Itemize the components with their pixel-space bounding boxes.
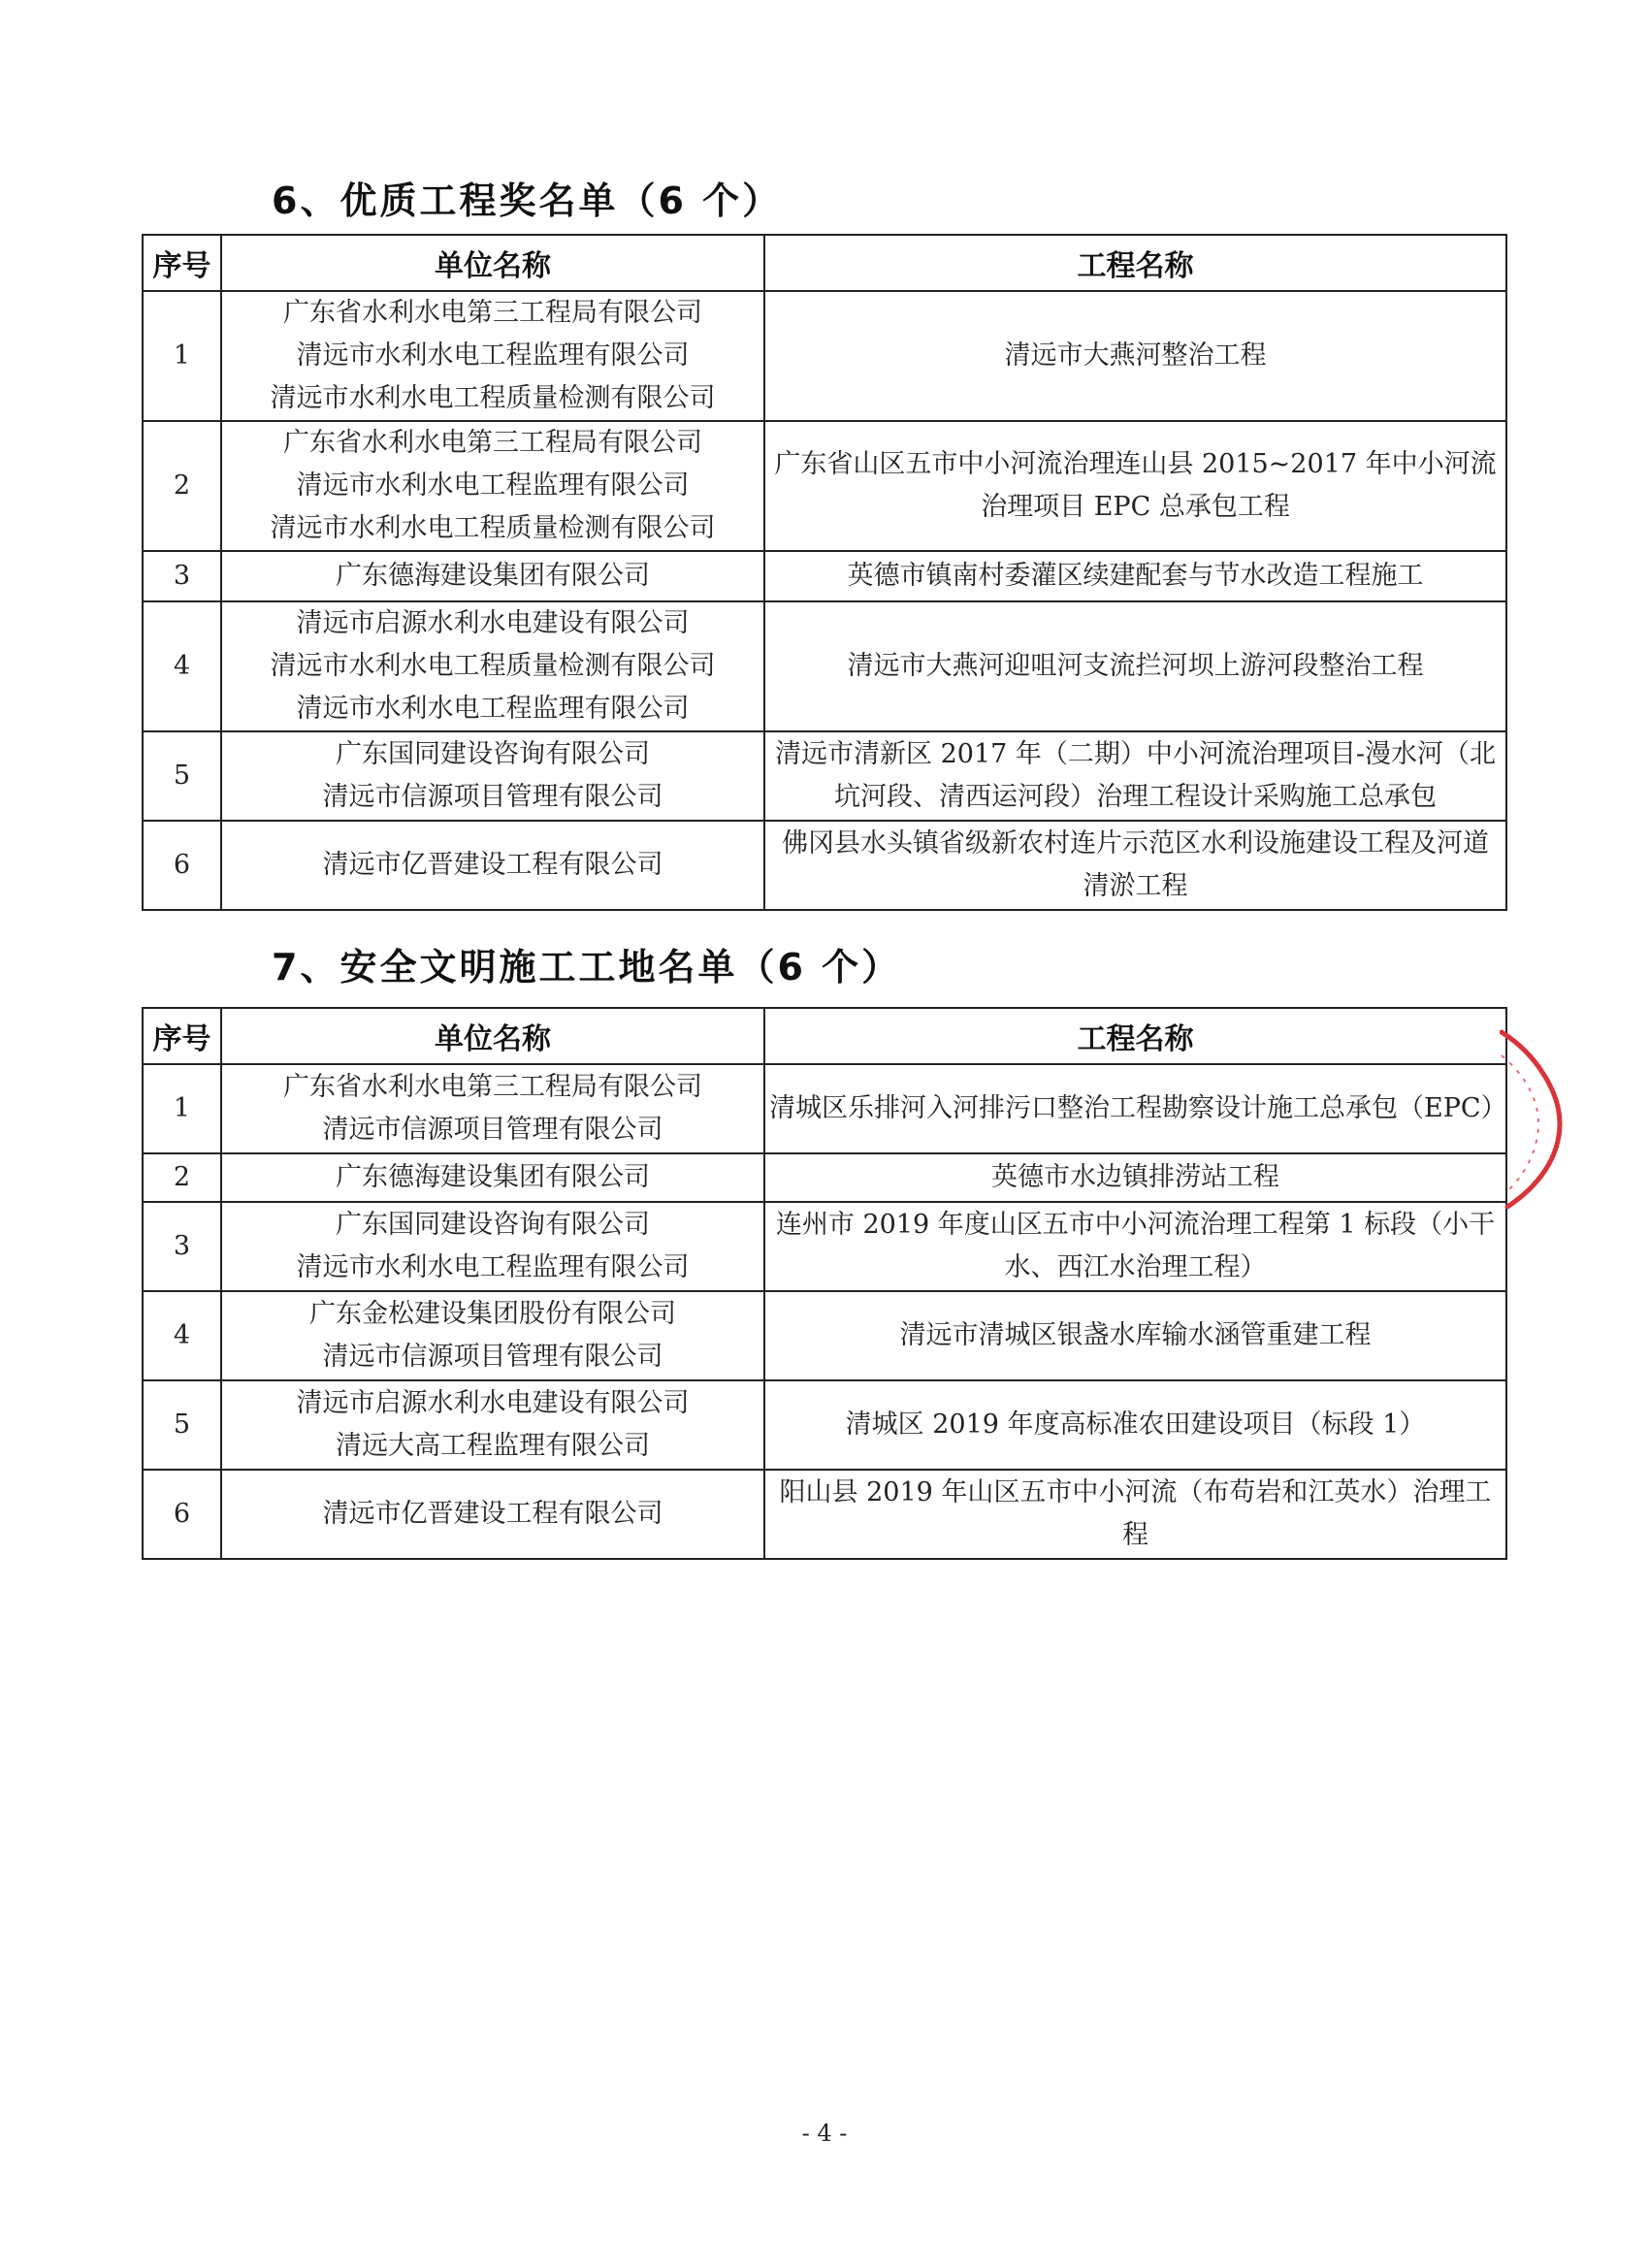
row-project: 清远市清城区银盏水库输水涵管重建工程	[764, 1291, 1506, 1380]
unit-name: 广东德海建设集团有限公司	[336, 561, 650, 591]
table-row	[143, 291, 1506, 421]
unit-name: 广东国同建设咨询有限公司	[336, 739, 650, 769]
row-no: 5	[143, 731, 221, 821]
row-units	[221, 601, 764, 731]
unit-name: 广东省水利水电第三工程局有限公司	[283, 298, 702, 328]
table-row	[143, 1064, 1506, 1153]
table-row	[143, 1380, 1506, 1470]
row-project: 清远市清新区 2017 年（二期）中小河流治理项目-漫水河（北坑河段、清西运河段）治理工程设计采购施工总承包	[764, 731, 1506, 821]
page-number: - 4 -	[801, 2120, 848, 2147]
header-project: 工程名称	[764, 1008, 1506, 1064]
row-units	[221, 1202, 764, 1291]
row-no: 5	[143, 1380, 221, 1470]
row-no: 2	[143, 1153, 221, 1202]
row-no: 3	[143, 551, 221, 601]
row-units	[221, 1470, 764, 1559]
table-row	[143, 601, 1506, 731]
safety-site-table	[142, 1007, 1507, 1560]
row-no: 3	[143, 1202, 221, 1291]
unit-name: 清远市水利水电工程监理有限公司	[296, 1252, 690, 1282]
table-row	[143, 821, 1506, 910]
red-seal-stamp	[1500, 1026, 1568, 1211]
row-project: 清城区乐排河入河排污口整治工程勘察设计施工总承包（EPC）	[764, 1064, 1506, 1153]
unit-name: 清远市水利水电工程监理有限公司	[296, 340, 690, 371]
unit-name: 广东金松建设集团股份有限公司	[309, 1299, 676, 1329]
unit-name: 清远市信源项目管理有限公司	[322, 782, 663, 812]
row-project: 英德市镇南村委灌区续建配套与节水改造工程施工	[764, 551, 1506, 601]
table-row	[143, 731, 1506, 821]
row-units	[221, 291, 764, 421]
row-no: 6	[143, 1470, 221, 1559]
row-units	[221, 1153, 764, 1202]
table-row	[143, 1470, 1506, 1559]
table-row	[143, 551, 1506, 601]
row-units	[221, 731, 764, 821]
row-project: 连州市 2019 年度山区五市中小河流治理工程第 1 标段（小干水、西江水治理工程）	[764, 1202, 1506, 1291]
row-project: 广东省山区五市中小河流治理连山县 2015~2017 年中小河流治理项目 EPC 总承包工程	[764, 421, 1506, 551]
section-6-title: 6、优质工程奖名单（6 个）	[272, 179, 783, 222]
row-units	[221, 551, 764, 601]
table-row	[143, 1202, 1506, 1291]
row-units	[221, 1380, 764, 1470]
unit-name: 清远市启源水利水电建设有限公司	[296, 608, 690, 638]
row-no: 4	[143, 601, 221, 731]
unit-name: 清远大高工程监理有限公司	[336, 1431, 650, 1461]
row-project: 清城区 2019 年度高标准农田建设项目（标段 1）	[764, 1380, 1506, 1470]
unit-name: 清远市水利水电工程质量检测有限公司	[270, 383, 716, 413]
header-no: 序号	[143, 235, 221, 291]
header-unit: 单位名称	[221, 235, 764, 291]
row-no: 2	[143, 421, 221, 551]
row-project: 佛冈县水头镇省级新农村连片示范区水利设施建设工程及河道清淤工程	[764, 821, 1506, 910]
unit-name: 清远市水利水电工程监理有限公司	[296, 694, 690, 724]
row-no: 1	[143, 1064, 221, 1153]
header-project: 工程名称	[764, 235, 1506, 291]
unit-name: 清远市水利水电工程质量检测有限公司	[270, 651, 716, 681]
unit-name: 清远市信源项目管理有限公司	[322, 1115, 663, 1145]
row-no: 1	[143, 291, 221, 421]
unit-name: 清远市亿晋建设工程有限公司	[322, 1499, 663, 1529]
unit-name: 清远市启源水利水电建设有限公司	[296, 1388, 690, 1418]
table-header-row	[143, 235, 1506, 291]
unit-name: 广东国同建设咨询有限公司	[336, 1210, 650, 1240]
row-no: 6	[143, 821, 221, 910]
row-project: 清远市大燕河整治工程	[764, 291, 1506, 421]
row-project: 英德市水边镇排涝站工程	[764, 1153, 1506, 1202]
unit-name: 清远市信源项目管理有限公司	[322, 1342, 663, 1372]
row-project: 清远市大燕河迎咀河支流拦河坝上游河段整治工程	[764, 601, 1506, 731]
row-units	[221, 821, 764, 910]
table-row	[143, 1291, 1506, 1380]
row-no: 4	[143, 1291, 221, 1380]
row-units	[221, 1291, 764, 1380]
section-7-title: 7、安全文明施工工地名单（6 个）	[272, 946, 902, 988]
row-units	[221, 421, 764, 551]
table-row	[143, 421, 1506, 551]
table-header-row	[143, 1008, 1506, 1064]
unit-name: 清远市亿晋建设工程有限公司	[322, 850, 663, 880]
unit-name: 清远市水利水电工程质量检测有限公司	[270, 513, 716, 543]
header-unit: 单位名称	[221, 1008, 764, 1064]
table-row	[143, 1153, 1506, 1202]
row-project: 阳山县 2019 年山区五市中小河流（布苟岩和江英水）治理工程	[764, 1470, 1506, 1559]
unit-name: 清远市水利水电工程监理有限公司	[296, 470, 690, 501]
unit-name: 广东省水利水电第三工程局有限公司	[283, 428, 702, 458]
unit-name: 广东德海建设集团有限公司	[336, 1162, 650, 1192]
header-no: 序号	[143, 1008, 221, 1064]
seal-arc-inner	[1502, 1055, 1538, 1189]
quality-award-table	[142, 234, 1507, 911]
seal-arc	[1502, 1032, 1560, 1207]
row-units	[221, 1064, 764, 1153]
unit-name: 广东省水利水电第三工程局有限公司	[283, 1072, 702, 1102]
